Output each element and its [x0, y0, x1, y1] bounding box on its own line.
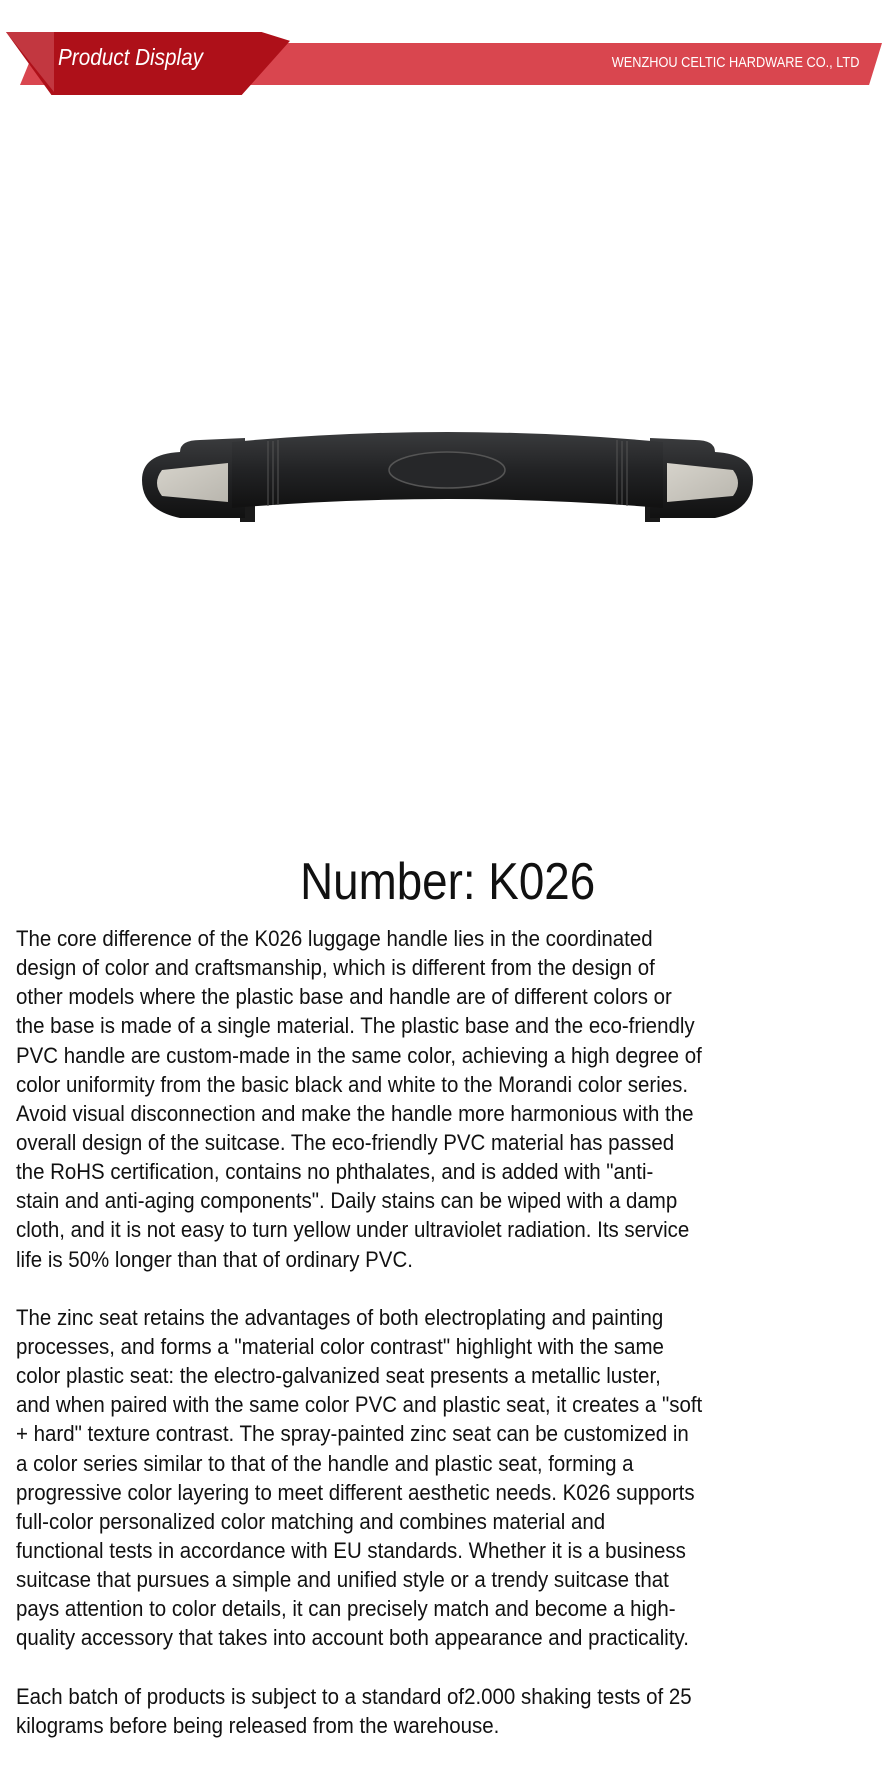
company-name: WENZHOU CELTIC HARDWARE CO., LTD — [611, 54, 859, 71]
text-line: suitcase that pursues a simple and unified style or a trendy suitcase that — [16, 1567, 669, 1593]
description-paragraph — [16, 1682, 754, 1740]
description-paragraph — [16, 1303, 754, 1653]
text-line: color uniformity from the basic black and white to the Morandi color series. — [16, 1071, 689, 1097]
text-line: Avoid visual disconnection and make the handle more harmonious with the — [16, 1100, 694, 1126]
text-line: processes, and forms a "material color contrast" highlight with the same — [16, 1333, 664, 1359]
text-line: The core difference of the K026 luggage handle lies in the coordinated — [16, 926, 653, 951]
text-line: life is 50% longer than that of ordinary PVC. — [16, 1246, 413, 1272]
text-line: The zinc seat retains the advantages of both electroplating and painting — [16, 1304, 664, 1330]
text-line: + hard" texture contrast. The spray-painted zinc seat can be customized in — [16, 1421, 689, 1447]
text-line: design of color and craftsmanship, which is different from the design of — [16, 955, 655, 981]
text-line: stain and anti-aging components". Daily stains can be wiped with a damp — [16, 1188, 678, 1214]
text-line: overall design of the suitcase. The eco-friendly PVC material has passed — [16, 1129, 675, 1155]
text-line: PVC handle are custom-made in the same color, achieving a high degree of — [16, 1042, 702, 1068]
product-description — [16, 924, 754, 1769]
text-line: Each batch of products is subject to a standard of2.000 shaking tests of 25 — [16, 1683, 692, 1709]
text-line: other models where the plastic base and handle are of different colors or — [16, 984, 672, 1010]
text-line: color plastic seat: the electro-galvanized seat presents a metallic luster, — [16, 1363, 661, 1389]
text-line: quality accessory that takes into account both appearance and practicality. — [16, 1625, 689, 1651]
text-line: the RoHS certification, contains no phthalates, and is added with "anti- — [16, 1159, 654, 1185]
text-line: the base is made of a single material. The plastic base and the eco-friendly — [16, 1013, 695, 1039]
text-line: and when paired with the same color PVC and plastic seat, it creates a "soft — [16, 1392, 703, 1418]
product-image — [140, 430, 755, 530]
section-banner — [0, 30, 895, 100]
text-line: full-color personalized color matching and combines material and — [16, 1508, 606, 1534]
text-line: kilograms before being released from the warehouse. — [16, 1712, 500, 1738]
text-line: progressive color layering to meet different aesthetic needs. K026 supports — [16, 1479, 695, 1505]
text-line: pays attention to color details, it can precisely match and become a high- — [16, 1596, 676, 1622]
product-number-title — [0, 850, 895, 914]
text-line: cloth, and it is not easy to turn yellow under ultraviolet radiation. Its service — [16, 1217, 690, 1243]
banner-title: Product Display — [58, 44, 203, 70]
description-paragraph — [16, 924, 754, 1274]
title-text: Number: K026 — [299, 853, 596, 911]
text-line: functional tests in accordance with EU standards. Whether it is a business — [16, 1537, 686, 1563]
text-line: a color series similar to that of the handle and plastic seat, forming a — [16, 1450, 634, 1476]
